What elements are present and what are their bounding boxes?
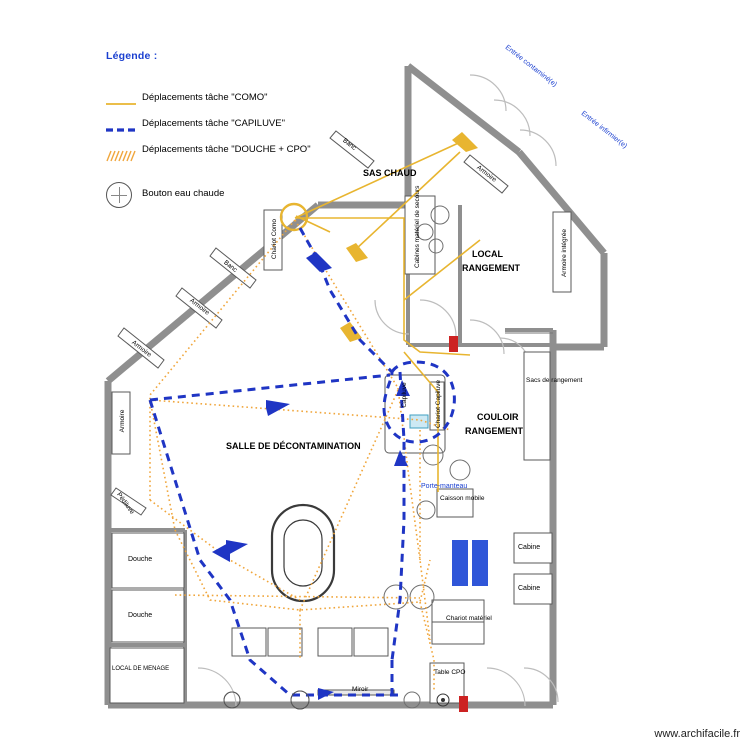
room-label-salle-decontamination: SALLE DE DÉCONTAMINATION <box>226 441 361 451</box>
legend-title: Légende : <box>106 50 158 62</box>
furniture-label-miroir: Miroir <box>352 686 369 693</box>
furniture-label-pediluve: Pédiluve <box>115 491 136 516</box>
annotation-porte-manteau: Porte-manteau <box>421 483 468 490</box>
line-solid-yellow-icon <box>106 98 136 110</box>
furniture-label-banc-sas: Banc <box>341 137 358 152</box>
furniture-label-armoire-integree: Armoire intégrée <box>561 228 568 278</box>
room-label-couloir-rangement-line2: RANGEMENT <box>465 426 523 436</box>
furniture-label-douche-1: Douche <box>128 556 153 563</box>
room-label-local-menage: LOCAL DE MENAGE <box>112 666 170 672</box>
furniture-label-cabines-secours: Cabines matériel de secours <box>414 185 421 268</box>
furniture-label-armoire-1: Armoire <box>188 297 211 317</box>
hot-water-button-icon <box>106 182 132 208</box>
entry-label-contamine: Entrée contaminé(e) <box>503 44 558 89</box>
furniture-label-caisson-mobile: Caisson mobile <box>440 495 485 502</box>
blue-blocks <box>452 540 488 586</box>
furniture-label-chariot-como: Chariot Como <box>271 218 278 260</box>
furniture-label-armoire-2: Armoire <box>130 339 153 359</box>
furniture-label-capiluve: Capiluve <box>401 382 408 408</box>
path-douche-cpo <box>150 220 450 690</box>
legend-label-douche-cpo: Déplacements tâche "DOUCHE + CPO" <box>142 144 311 155</box>
room-label-couloir-rangement-line1: COULOIR <box>477 412 519 422</box>
line-hatched-orange-icon <box>106 150 136 162</box>
legend-label-capiluve: Déplacements tâche "CAPILUVE" <box>142 118 285 129</box>
furniture-label-banc-gauche: Banc <box>222 259 239 274</box>
furniture-label-table-cpo: Table CPO <box>434 669 466 676</box>
legend-label-hot-water: Bouton eau chaude <box>142 188 225 199</box>
site-credit: www.archifacile.fr <box>654 728 740 740</box>
furniture-label-chariot-capiluve: Chariot Capiluve <box>435 379 442 428</box>
entry-label-infirmier: Entrée infirmier(e) <box>579 110 629 151</box>
furniture-label-armoire-sas: Armoire <box>475 164 498 184</box>
room-label-sas-chaud: SAS CHAUD <box>363 168 417 178</box>
legend-label-como: Déplacements tâche "COMO" <box>142 92 268 103</box>
furniture-label-sacs-rangement: Sacs de rangement <box>526 377 583 384</box>
room-label-local-rangement-line1: LOCAL <box>472 249 503 259</box>
furniture-label-armoire-3: Armoire <box>119 409 126 433</box>
furniture-label-douche-2: Douche <box>128 612 153 619</box>
line-dashed-blue-icon <box>106 124 136 136</box>
furniture-label-cabine-2: Cabine <box>518 585 541 592</box>
furniture-label-chariot-materiel: Chariot matériel <box>446 615 492 622</box>
room-label-local-rangement-line2: RANGEMENT <box>462 263 520 273</box>
furniture-label-cabine-1: Cabine <box>518 544 541 551</box>
